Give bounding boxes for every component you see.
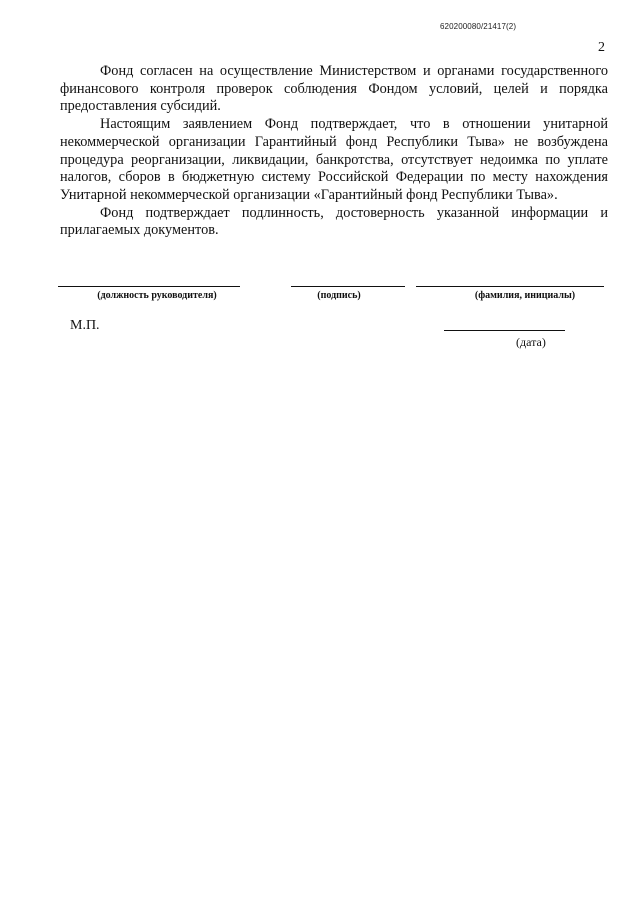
- paragraph-confirmation: Настоящим заявлением Фонд подтверждает, что в отношении унитарной некоммерческой организации Гарантийный фонд Республики Тыва» не возбуждена процедура реорганизации, ликвидации, банкротства, отсутствует недоимка по уплате налогов, сборов в бюджетную систему Российской Федерации по месту нахождения Унитарной некоммерческой организации «Гарантийный фонд Республики Тыва».: [60, 116, 608, 203]
- date-caption: (дата): [516, 335, 546, 349]
- signature-caption: (подпись): [317, 290, 361, 301]
- page-number: 2: [598, 40, 605, 55]
- date-signature-line: [444, 330, 565, 331]
- paragraph-consent: Фонд согласен на осуществление Министерством и органами государственного финансового контроля проверок соблюдения Фондом условий, целей и порядка предоставления субсидий.: [60, 63, 608, 115]
- stamp-label: М.П.: [70, 318, 100, 333]
- document-body: [60, 63, 608, 240]
- position-signature-line: [58, 286, 240, 287]
- paragraph-authenticity: Фонд подтверждает подлинность, достоверность указанной информации и прилагаемых документов.: [60, 204, 608, 239]
- name-caption: (фамилия, инициалы): [474, 290, 576, 301]
- signature-line: [291, 286, 405, 287]
- name-signature-line: [416, 286, 604, 287]
- document-id: 620200080/21417(2): [440, 22, 517, 31]
- position-caption: (должность руководителя): [97, 290, 217, 301]
